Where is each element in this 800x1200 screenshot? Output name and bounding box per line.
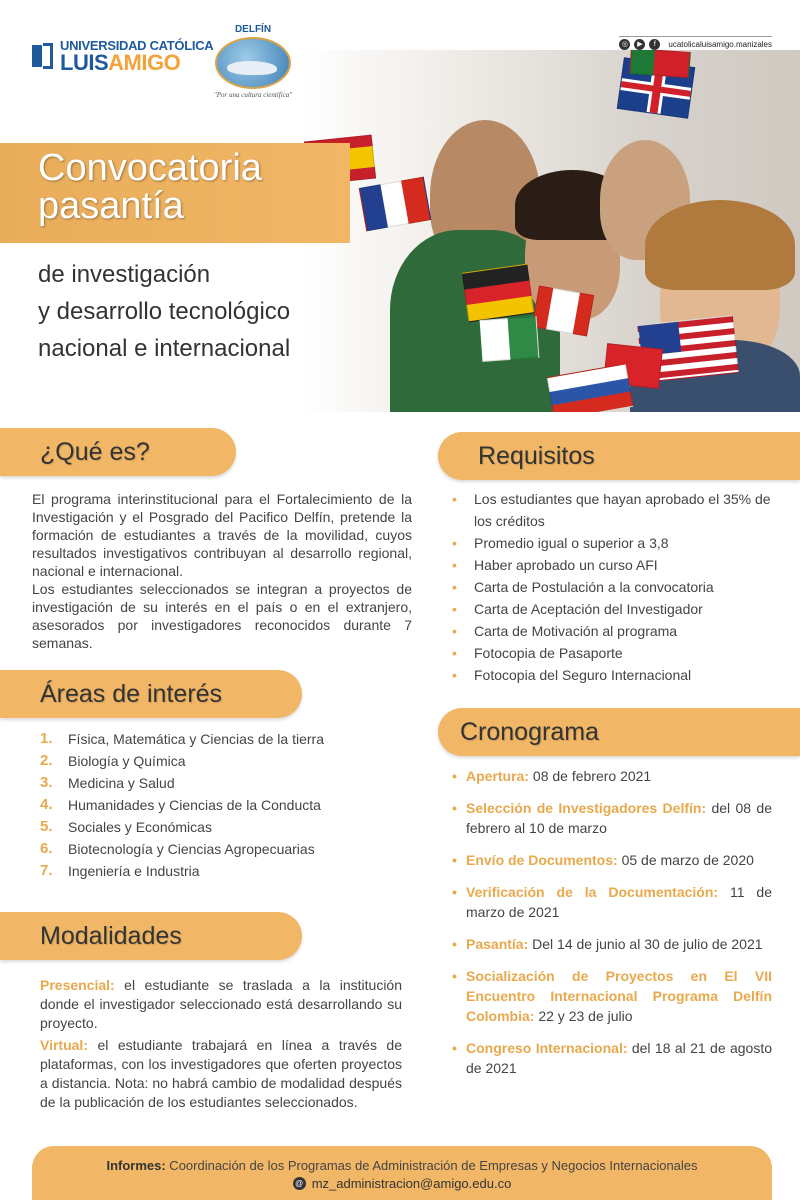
list-item-label: Humanidades y Ciencias de la Conducta <box>68 797 321 813</box>
title-band <box>0 143 350 243</box>
footer-contact <box>32 1146 772 1200</box>
bullet-icon: • <box>452 884 457 900</box>
social-handle[interactable]: ucatolicaluisamigo.manizales <box>668 40 772 49</box>
logo-line1: UNIVERSIDAD CATÓLICA <box>60 38 214 53</box>
timeline-item-label: Congreso Internacional: <box>466 1040 628 1056</box>
timeline-item <box>452 766 772 786</box>
bullet-icon: • <box>452 491 457 507</box>
list-item-label: Ingeniería e Industria <box>68 863 200 879</box>
list-item <box>40 750 324 772</box>
students-with-flags-image <box>300 50 800 412</box>
timeline-item-date: Del 14 de junio al 30 de julio de 2021 <box>528 936 763 952</box>
timeline-item <box>452 850 772 870</box>
list-item <box>40 728 324 750</box>
timeline-item-date: 11 de marzo de 2021 <box>466 884 772 920</box>
list-item <box>40 816 324 838</box>
list-item <box>452 620 772 642</box>
list-item-label: Carta de Aceptación del Investigador <box>474 601 703 617</box>
bullet-icon: • <box>452 535 457 551</box>
list-item <box>452 532 772 554</box>
bullet-icon: • <box>452 645 457 661</box>
list-item <box>40 772 324 794</box>
list-item-label: Biotecnología y Ciencias Agropecuarias <box>68 841 315 857</box>
section-heading-cronograma: Cronograma <box>438 708 800 756</box>
list-item-label: Los estudiantes que hayan aprobado el 35% de los créditos <box>474 491 771 529</box>
footer-email[interactable]: mz_administracion@amigo.edu.co <box>311 1176 512 1191</box>
list-item <box>40 860 324 882</box>
page-title: Convocatoria pasantía <box>38 147 262 227</box>
university-logo-mark <box>32 41 54 71</box>
list-item-number: 2. <box>40 752 53 769</box>
timeline-item-label: Socialización de Proyectos en El VII Encuentro Internacional Programa Delfín Colombia: <box>466 968 772 1024</box>
list-item-label: Biología y Química <box>68 753 186 769</box>
list-item-label: Carta de Postulación a la convocatoria <box>474 579 714 595</box>
bullet-icon: • <box>452 968 457 984</box>
list-item <box>452 642 772 664</box>
list-item-label: Promedio igual o superior a 3,8 <box>474 535 669 551</box>
section-heading-requisitos: Requisitos <box>438 432 800 480</box>
bullet-icon: • <box>452 557 457 573</box>
facebook-icon[interactable]: f <box>649 39 660 50</box>
bullet-icon: • <box>452 800 457 816</box>
timeline-item-label: Apertura: <box>466 768 530 784</box>
bullet-icon: • <box>452 936 457 952</box>
bullet-icon: • <box>452 768 457 784</box>
footer-info: Informes: Coordinación de los Programas de Administración de Empresas y Negocios Internacionales <box>106 1158 698 1173</box>
delfin-tagline: "Por una cultura científica" <box>213 91 293 99</box>
modalidad-presencial: Presencial: el estudiante se traslada a la institución donde el investigador seleccionado está desarrollando su proyecto. <box>40 977 402 1031</box>
timeline-item <box>452 966 772 1026</box>
section-heading-areas: Áreas de interés <box>0 670 302 718</box>
germany-flag-icon <box>462 264 534 323</box>
list-item-label: Fotocopia de Pasaporte <box>474 645 623 661</box>
list-item-label: Física, Matemática y Ciencias de la tierra <box>68 731 324 747</box>
timeline-item-date: 08 de febrero 2021 <box>529 768 652 784</box>
section-heading-modalidades: Modalidades <box>0 912 302 960</box>
instagram-icon[interactable]: ◎ <box>619 39 630 50</box>
timeline-item-label: Pasantía: <box>466 936 529 952</box>
timeline-item-label: Selección de Investigadores Delfín: <box>466 800 707 816</box>
portugal-flag-icon <box>629 50 691 78</box>
email-icon: @ <box>293 1177 306 1190</box>
timeline-item-date: del 08 de febrero al 10 de marzo <box>466 800 772 836</box>
list-item-number: 3. <box>40 774 53 791</box>
social-bar <box>619 36 772 50</box>
modalidad-virtual: Virtual: el estudiante trabajará en línea a través de plataformas, con los investigadores que oferten proyectos a distancia. Nota: no habrá cambio de modalidad después de la publicación de los estudiantes seleccionados. <box>40 1037 402 1110</box>
university-logo <box>32 38 213 73</box>
areas-list <box>40 728 324 882</box>
delfin-logo <box>210 24 296 99</box>
list-item <box>40 794 324 816</box>
list-item-number: 6. <box>40 840 53 857</box>
list-item <box>452 488 772 532</box>
section-heading-que-es: ¿Qué es? <box>0 428 236 476</box>
timeline-item-label: Envío de Documentos: <box>466 852 618 868</box>
delfin-title: DELFÍN <box>234 24 272 35</box>
page-subtitle: de investigación y desarrollo tecnológico nacional e internacional <box>38 261 291 362</box>
list-item <box>40 838 324 860</box>
bullet-icon: • <box>452 667 457 683</box>
timeline-item <box>452 798 772 838</box>
bullet-icon: • <box>452 579 457 595</box>
bullet-icon: • <box>452 1040 457 1056</box>
timeline-item-date: del 18 al 21 de agosto de 2021 <box>466 1040 772 1076</box>
list-item <box>452 664 772 686</box>
dolphin-emblem-icon <box>215 37 291 89</box>
timeline-item-date: 05 de marzo de 2020 <box>617 852 754 868</box>
youtube-icon[interactable]: ▶ <box>634 39 645 50</box>
list-item-number: 1. <box>40 730 53 747</box>
list-item-label: Haber aprobado un curso AFI <box>474 557 658 573</box>
list-item-label: Fotocopia del Seguro Internacional <box>474 667 692 683</box>
bullet-icon: • <box>452 601 457 617</box>
nigeria-flag-icon <box>479 316 540 362</box>
timeline-item-date: 22 y 23 de julio <box>534 1008 633 1024</box>
cronograma-list <box>452 766 772 1078</box>
list-item-number: 5. <box>40 818 53 835</box>
student-hair <box>645 200 795 290</box>
bullet-icon: • <box>452 623 457 639</box>
list-item <box>452 598 772 620</box>
list-item-label: Carta de Motivación al programa <box>474 623 678 639</box>
list-item-number: 4. <box>40 796 53 813</box>
list-item-number: 7. <box>40 862 53 879</box>
logo-line2: LUISAMIGO <box>60 50 181 75</box>
list-item-label: Sociales y Económicas <box>68 819 212 835</box>
bullet-icon: • <box>452 852 457 868</box>
que-es-text: El programa interinstitucional para el Fortalecimiento de la Investigación y el Posgrado del Pacifico Delfín, pretende la formación de estudiantes a través de la movilidad, cuyos resultados investigativos contribuyan al desarrollo regional, nacional e internacional. Los estudiantes seleccionados se integran a proyectos de investigación de su interés en el país o en el extranjero, asesorados por investigadores reconocidos durante 7 semanas. <box>32 491 412 651</box>
list-item <box>452 576 772 598</box>
list-item <box>452 554 772 576</box>
list-item-label: Medicina y Salud <box>68 775 175 791</box>
timeline-item <box>452 882 772 922</box>
timeline-item <box>452 1038 772 1078</box>
footer-email-row <box>32 1176 772 1191</box>
requisitos-list <box>452 488 772 686</box>
timeline-item <box>452 934 772 954</box>
timeline-item-label: Verificación de la Documentación: <box>466 884 719 900</box>
